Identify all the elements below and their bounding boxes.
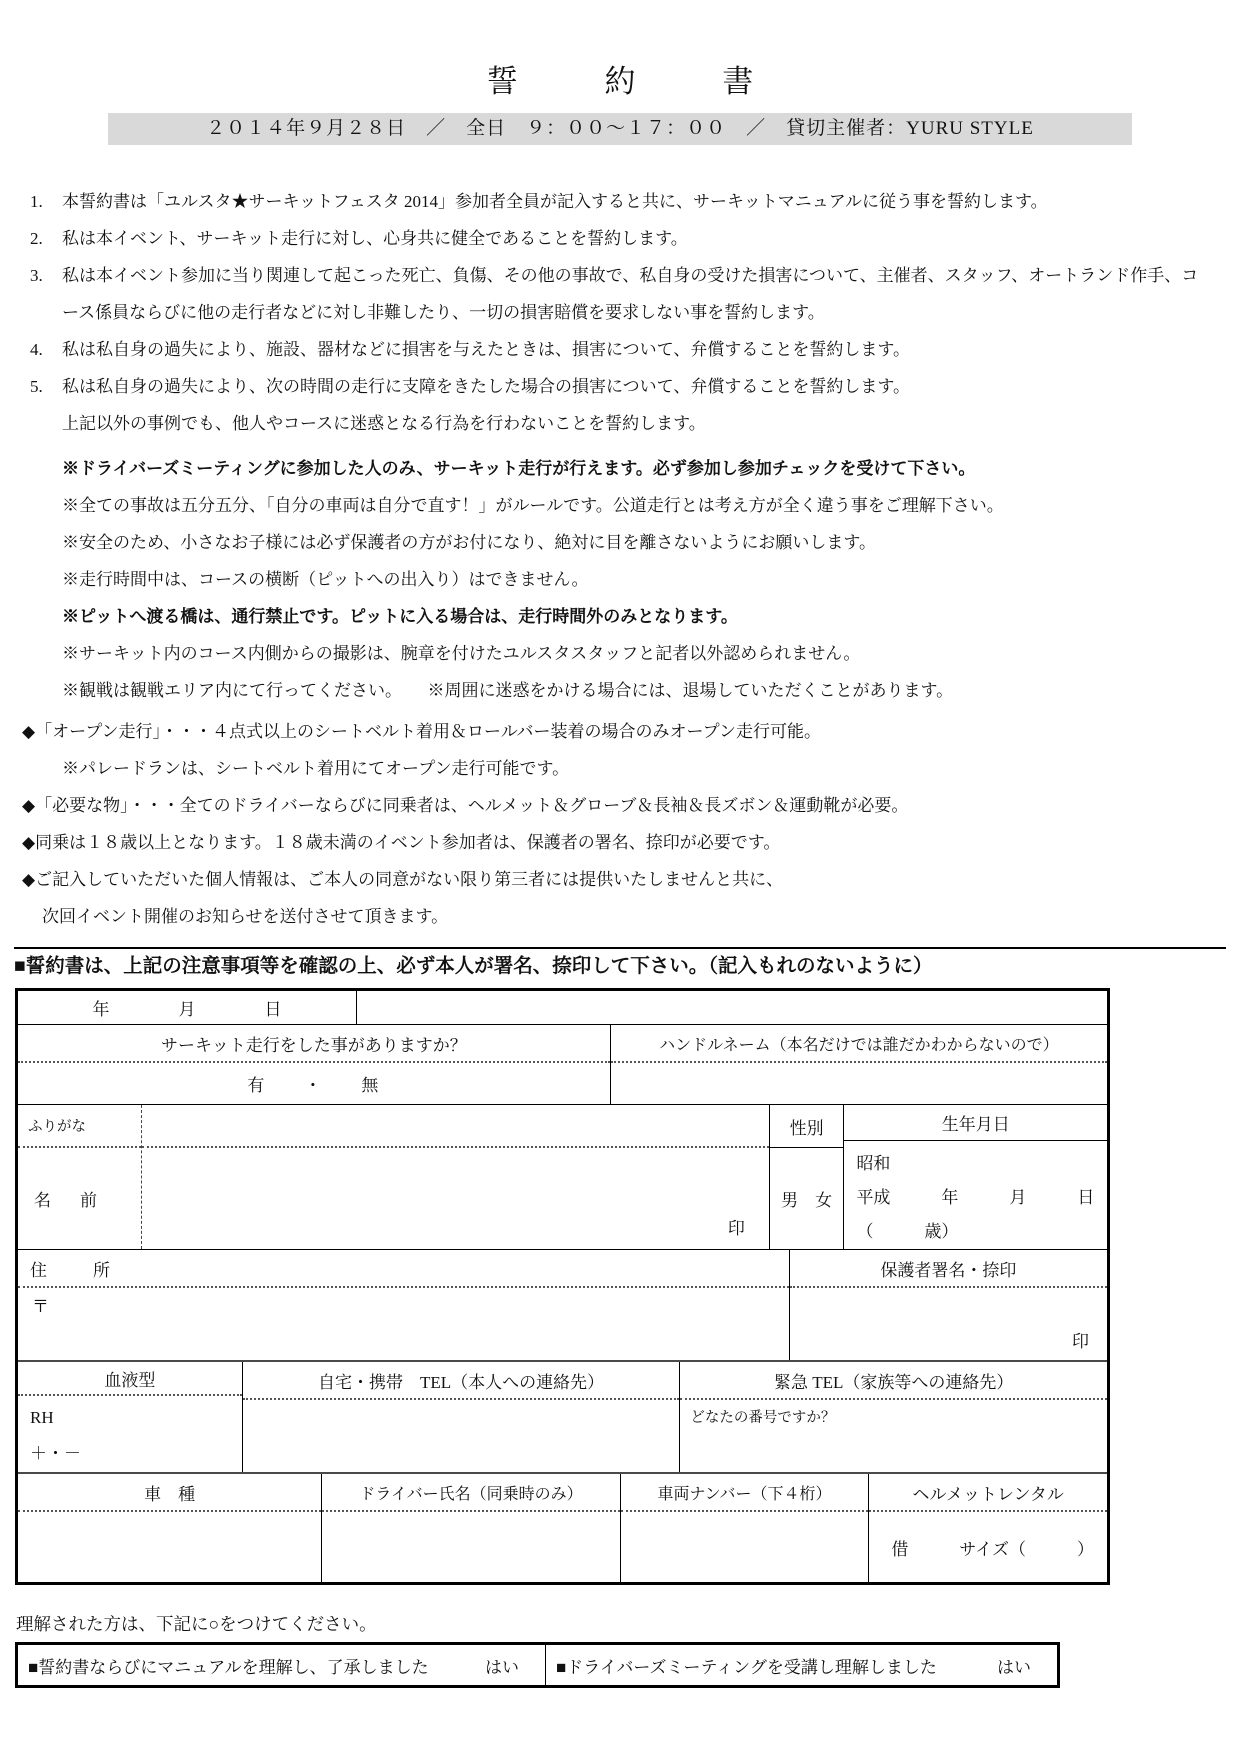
- footer-instruction: 理解された方は、下記に○をつけてください。: [16, 1614, 377, 1634]
- birthdate-column: [843, 1105, 1107, 1249]
- pledge-text: 私は本イベント参加に当り関連して起こった死亡、負傷、その他の事故で、私自身の受けた損害について、主催者、スタッフ、オートランド作手、コース係員ならびに他の走行者などに対し非難したり、一切の損害賠償を要求しない事を誓約します。: [62, 266, 1199, 322]
- meeting-confirmation-cell: [545, 1645, 1057, 1685]
- form-row-contacts: [18, 1362, 1107, 1474]
- pledge-item: [0, 331, 1240, 368]
- note-line: ※ドライバーズミーティングに参加した人のみ、サーキット走行が行えます。必ず参加し参加チェックを受けて下さい。: [62, 459, 976, 478]
- driver-name-cell: [321, 1474, 619, 1582]
- name-input-column: [142, 1105, 769, 1249]
- caution-notes: [0, 450, 1240, 709]
- month-label: 月: [178, 1000, 196, 1019]
- handle-name-input-area[interactable]: [611, 1063, 1107, 1104]
- helmet-rental-label: ヘルメットレンタル: [869, 1474, 1107, 1512]
- registration-form-table: [15, 988, 1110, 1585]
- handle-name-cell: [610, 1025, 1107, 1104]
- name-input-area[interactable]: [142, 1148, 769, 1249]
- rule-line: ◆「必要な物」・・・全てのドライバーならびに同乗者は、ヘルメット＆グローブ＆長袖＆長ズボン＆運動靴が必要。: [22, 796, 909, 815]
- rule-line: ◆「オープン走行」・・・４点式以上のシートベルト着用＆ロールバー装着の場合のみオープン走行可能。: [22, 722, 821, 741]
- note-line: ※全ての事故は五分五分、「自分の車両は自分で直す！」がルールです。公道走行とは考え方が全く違う事をご理解下さい。: [62, 496, 1004, 515]
- pledge-clauses: [0, 183, 1240, 935]
- note-line: ※走行時間中は、コースの横断（ピットへの出入り）はできません。: [62, 570, 589, 589]
- pledge-addendum: 上記以外の事例でも、他人やコースに迷惑となる行為を行わないことを誓約します。: [62, 414, 706, 433]
- year-label: 年: [92, 1000, 110, 1019]
- home-tel-input-area[interactable]: [243, 1400, 680, 1472]
- rule-line: ◆ご記入していただいた個人情報は、ご本人の同意がない限り第三者には提供いたしませんと共に、: [22, 870, 784, 889]
- home-tel-label: 自宅・携帯 TEL（本人への連絡先）: [243, 1362, 680, 1400]
- driver-name-label: ドライバー氏名（同乗時のみ）: [322, 1474, 619, 1512]
- form-section-heading: ■誓約書は、上記の注意事項等を確認の上、必ず本人が署名、捺印して下さい。（記入もれのないように）: [14, 947, 1226, 980]
- date-fill-cell[interactable]: [18, 991, 356, 1024]
- circuit-experience-label: サーキット走行をした事がありますか？: [18, 1025, 610, 1063]
- car-model-cell: [18, 1474, 321, 1582]
- event-rules: [0, 713, 1240, 935]
- gender-label: 性別: [770, 1105, 844, 1148]
- event-date-bar: ２０１４年９月２８日 ／ 全日 ９：００～１７：００ ／ 貸切主催者：YURU STYLE: [108, 113, 1132, 145]
- guardian-seal-label: 印: [1072, 1332, 1089, 1351]
- plate-number-cell: [620, 1474, 869, 1582]
- guardian-signature-area[interactable]: [790, 1288, 1107, 1360]
- plate-number-label: 車両ナンバー（下４桁）: [621, 1474, 869, 1512]
- name-label-column: [18, 1105, 142, 1249]
- rule-line: ◆同乗は１８歳以上となります。１８歳未満のイベント参加者は、保護者の署名、捺印が必要です。: [22, 833, 781, 852]
- pledge-number: 5.: [30, 377, 43, 396]
- day-label: 日: [264, 1000, 282, 1019]
- note-line: ※ピットへ渡る橋は、通行禁止です。ピットに入る場合は、走行時間外のみとなります。: [62, 607, 738, 626]
- pledge-number: 4.: [30, 340, 43, 359]
- meeting-confirmation-yes[interactable]: はい: [997, 1657, 1031, 1677]
- furigana-input-area[interactable]: [142, 1105, 769, 1148]
- guardian-cell: [789, 1250, 1107, 1360]
- era-heisei-date-line[interactable]: 平成 年 月 日（ 歳）: [856, 1188, 1095, 1241]
- name-seal-label: 印: [727, 1219, 745, 1238]
- emergency-tel-question: どなたの番号ですか？: [690, 1410, 836, 1426]
- blood-sign-options[interactable]: ＋・－: [30, 1444, 81, 1463]
- birthdate-fill-area[interactable]: [844, 1141, 1107, 1249]
- pledge-text: 私は本イベント、サーキット走行に対し、心身共に健全であることを誓約します。: [62, 229, 688, 248]
- note-line: ※安全のため、小さなお子様には必ず保護者の方がお付になり、絶対に目を離さないようにお願いします。: [62, 533, 876, 552]
- pledge-text: 私は私自身の過失により、施設、器材などに損害を与えたときは、損害について、弁償することを誓約します。: [62, 340, 910, 359]
- pledge-number: 1.: [30, 192, 43, 211]
- confirmation-table: [15, 1642, 1060, 1688]
- emergency-tel-input-area[interactable]: [680, 1400, 1107, 1472]
- pledge-item: [0, 257, 1240, 331]
- emergency-tel-label: 緊急 TEL（家族等への連絡先）: [680, 1362, 1107, 1400]
- gender-options[interactable]: 男 女: [781, 1191, 833, 1210]
- furigana-label: ふりがな: [18, 1105, 141, 1148]
- handle-name-label: ハンドルネーム（本名だけでは誰だかわからないので）: [611, 1025, 1107, 1063]
- pledge-item: [0, 368, 1240, 405]
- note-line: ※サーキット内のコース内側からの撮影は、腕章を付けたユルスタスタッフと記者以外認められません。: [62, 644, 861, 663]
- blood-type-label: 血液型: [18, 1362, 242, 1396]
- waiver-confirmation-cell: [18, 1645, 545, 1685]
- form-row-experience: [18, 1025, 1107, 1105]
- car-model-label: 車 種: [18, 1474, 321, 1512]
- helmet-rental-cell: [868, 1474, 1107, 1582]
- document-title: 誓 約 書: [486, 64, 782, 99]
- birthdate-label: 生年月日: [844, 1105, 1107, 1141]
- gender-column: [769, 1105, 844, 1249]
- date-row-blank: [356, 991, 1107, 1024]
- form-row-date: [18, 991, 1107, 1025]
- note-line: ※観戦は観戦エリア内にて行ってください。 ※周囲に迷惑をかける場合には、退場していただくことがあります。: [62, 681, 954, 700]
- pledge-text: 本誓約書は「ユルスタ★サーキットフェスタ 2014」参加者全員が記入すると共に、サーキットマニュアルに従う事を誓約します。: [62, 192, 1048, 211]
- name-label: 名 前: [34, 1191, 103, 1210]
- rule-line: ※パレードランは、シートベルト着用にてオープン走行可能です。: [62, 759, 570, 778]
- emergency-tel-cell: [679, 1362, 1107, 1472]
- blood-type-fill-area[interactable]: [18, 1396, 242, 1472]
- era-showa-option[interactable]: 昭和: [856, 1154, 891, 1173]
- circuit-experience-options[interactable]: 有 ・ 無: [247, 1076, 381, 1095]
- form-row-name: [18, 1105, 1107, 1250]
- car-model-input-area[interactable]: [18, 1512, 321, 1582]
- helmet-rental-fill-area[interactable]: 借 サイズ（ ）: [891, 1539, 1094, 1559]
- blood-type-cell: [18, 1362, 242, 1472]
- meeting-confirmation-statement: ■ドライバーズミーティングを受講し理解しました: [555, 1657, 937, 1677]
- pledge-number: 3.: [30, 266, 43, 285]
- form-row-address: [18, 1250, 1107, 1362]
- circuit-experience-cell: [18, 1025, 610, 1104]
- blood-rh-label[interactable]: RH: [30, 1408, 54, 1427]
- form-row-vehicle: [18, 1474, 1107, 1582]
- pledge-item: [0, 183, 1240, 220]
- rule-line: 次回イベント開催のお知らせを送付させて頂きます。: [42, 907, 449, 926]
- plate-number-input-area[interactable]: [621, 1512, 869, 1582]
- address-input-area[interactable]: [18, 1288, 789, 1360]
- pledge-number: 2.: [30, 229, 43, 248]
- home-tel-cell: [242, 1362, 680, 1472]
- address-label: 住 所: [18, 1250, 789, 1288]
- guardian-label: 保護者署名・捺印: [790, 1250, 1107, 1288]
- pledge-item: [0, 220, 1240, 257]
- postal-mark: 〒: [32, 1297, 49, 1316]
- driver-name-input-area[interactable]: [322, 1512, 619, 1582]
- pledge-text: 私は私自身の過失により、次の時間の走行に支障をきたした場合の損害について、弁償することを誓約します。: [62, 377, 910, 396]
- waiver-confirmation-yes[interactable]: はい: [484, 1657, 519, 1677]
- address-cell: [18, 1250, 789, 1360]
- waiver-confirmation-statement: ■誓約書ならびにマニュアルを理解し、了承しました: [28, 1657, 429, 1677]
